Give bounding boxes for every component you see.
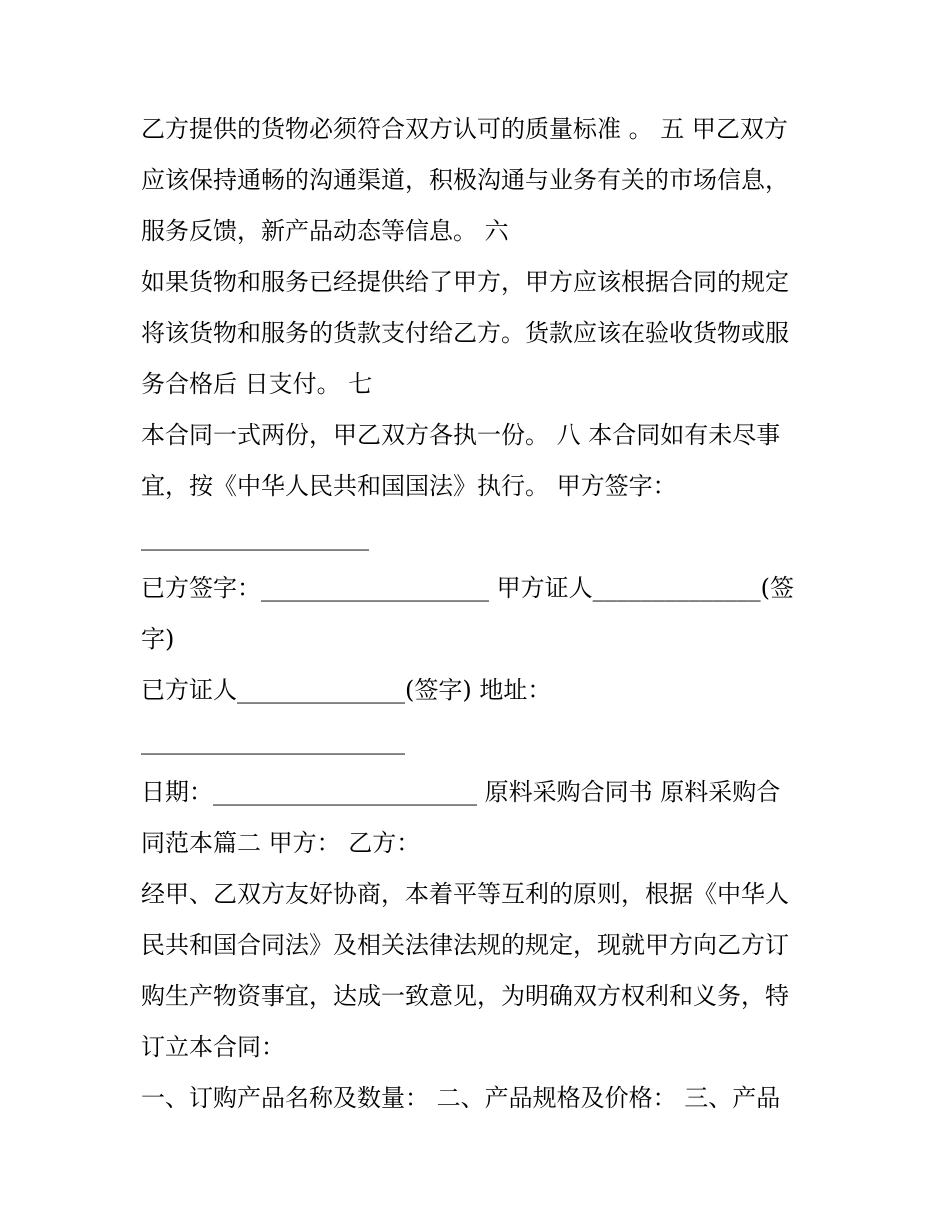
text-line-16: 经甲、乙双方友好协商，本着平等互利的原则，根据《中华人 [141, 880, 789, 908]
text-line-5: 将该货物和服务的货款支付给乙方。货款应该在验收货物或服 [141, 319, 789, 347]
text-line-18: 购生产物资事宜，达成一致意见，为明确双方权利和义务，特 [141, 982, 789, 1010]
text-line-6: 务合格后 日支付。 七 [141, 370, 373, 398]
text-line-8: 宜，按《中华人民共和国国法》执行。 甲方签字： [141, 472, 677, 500]
text-line-19: 订立本合同： [141, 1033, 285, 1061]
address-blank-line: ______________________ [141, 727, 405, 755]
text-line-14: 日期：______________________ 原料采购合同书 原料采购合 [141, 778, 781, 806]
text-line-10: 已方签字：___________________ 甲方证人______________(签 [141, 574, 794, 602]
text-line-7: 本合同一式两份，甲乙双方各执一份。 八 本合同如有未尽事 [141, 421, 781, 449]
text-line-1: 乙方提供的货物必须符合双方认可的质量标准 。 五 甲乙双方 [141, 115, 788, 143]
text-line-20: 一、订购产品名称及数量： 二、产品规格及价格： 三、产品 [141, 1084, 781, 1112]
text-line-3: 服务反馈，新产品动态等信息。 六 [141, 217, 509, 245]
text-line-15: 同范本篇二 甲方： 乙方： [141, 829, 421, 857]
text-line-12: 已方证人______________(签字) 地址： [141, 676, 552, 704]
text-line-2: 应该保持通畅的沟通渠道，积极沟通与业务有关的市场信息， [141, 166, 789, 194]
text-line-4: 如果货物和服务已经提供给了甲方，甲方应该根据合同的规定 [141, 268, 789, 296]
text-line-17: 民共和国合同法》及相关法律法规的规定，现就甲方向乙方订 [141, 931, 789, 959]
text-line-11: 字) [141, 625, 175, 653]
contract-body-text [141, 109, 821, 1129]
signature-line-party-a: ___________________ [141, 523, 369, 551]
